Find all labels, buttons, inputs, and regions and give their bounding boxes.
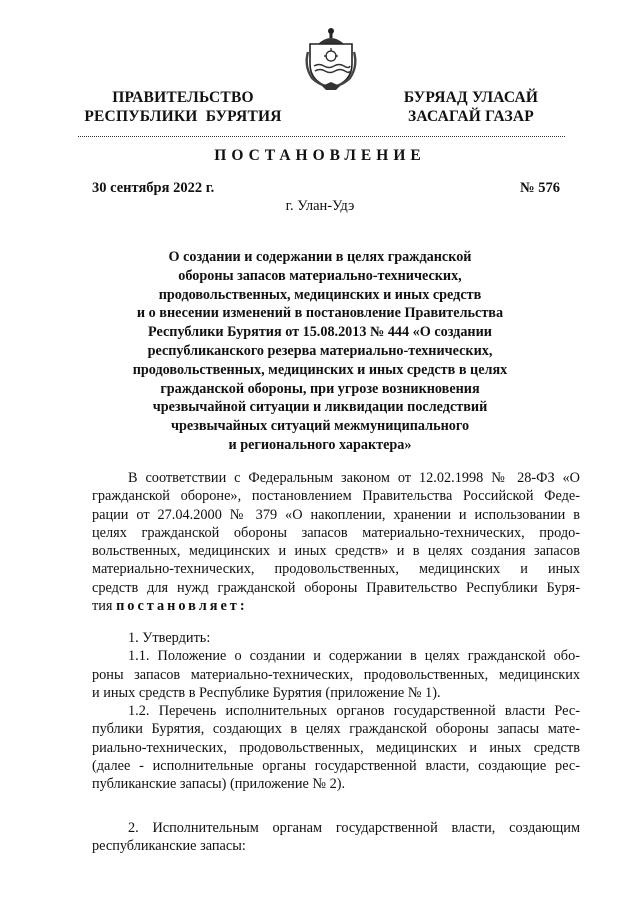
paragraph-line: и иных средств в Республике Бурятия (приложение № 1).: [92, 684, 441, 701]
header-divider: [78, 136, 565, 137]
header-left-line2: РЕСПУБЛИКИ БУРЯТИЯ: [84, 108, 282, 125]
document-number: № 576: [520, 180, 560, 196]
document-city: г. Улан-Удэ: [285, 198, 355, 214]
item-1: [92, 629, 580, 794]
paragraph-line: республиканские запасы:: [92, 838, 246, 855]
title-line: продовольственных, медицинских и иных средств в целях: [132, 361, 508, 378]
paragraph-line: риально-технических, продовольственных, медицинских и иных средств: [92, 739, 580, 756]
coat-of-arms-icon: [302, 26, 360, 90]
preamble-paragraph: [92, 469, 580, 615]
paragraph-line: В соответствии с Федеральным законом от 12.02.1998 № 28-ФЗ «О: [128, 470, 580, 486]
decree-word: постановляет:: [116, 598, 248, 615]
header-right-line2: ЗАСАГАЙ ГАЗАР: [408, 108, 534, 125]
document-date: 30 сентября 2022 г.: [92, 180, 215, 196]
paragraph-line: публики Бурятия, создающих в целях гражданской обороны запасы мате-: [92, 721, 580, 738]
title-line: чрезвычайной ситуации и ликвидации последствий: [152, 399, 488, 416]
header-right-line1: БУРЯАД УЛАСАЙ: [403, 89, 539, 106]
item-1-heading: 1. Утвердить:: [128, 630, 211, 646]
paragraph-line: целях гражданской обороны запасов материально-технических, продо-: [92, 524, 580, 541]
title-line: республиканского резерва материально-технических,: [147, 342, 493, 359]
paragraph-line: роны запасов материально-технических, продовольственных, медицинских: [92, 666, 580, 683]
paragraph-line: рации от 27.04.2000 № 379 «О накоплении, хранении и использовании в: [92, 506, 580, 523]
paragraph-line-last: [92, 597, 580, 615]
paragraph-line: 1.2. Перечень исполнительных органов государственной власти Рес-: [128, 703, 580, 720]
title-line: чрезвычайных ситуаций межмуниципального: [170, 418, 470, 435]
title-line: гражданской обороны, при угрозе возникновения: [160, 380, 480, 397]
header-left-line1: ПРАВИТЕЛЬСТВО: [112, 89, 254, 106]
paragraph-line: материально-технических, продовольственных, медицинских и иных: [92, 561, 580, 578]
paragraph-line: (далее - исполнительные органы государственной власти, создающие рес-: [92, 758, 580, 775]
document-title: [100, 248, 540, 455]
title-line: Республики Бурятия от 15.08.2013 № 444 «О создании: [148, 324, 492, 341]
title-line: О создании и содержании в целях гражданской: [168, 249, 472, 265]
item-2: [92, 819, 580, 856]
paragraph-line: средств для нужд гражданской обороны Правительство Республики Буря-: [92, 579, 580, 596]
paragraph-line: публиканские запасы) (приложение № 2).: [92, 776, 346, 793]
title-line: обороны запасов материально-технических,: [178, 267, 462, 284]
paragraph-line: вольственных, медицинских и иных средств» и в целях создания запасов: [92, 543, 580, 560]
document-type: ПОСТАНОВЛЕНИЕ: [214, 147, 426, 164]
paragraph-line: гражданской обороне», постановлением Правительства Российской Феде-: [92, 488, 580, 505]
government-name-russian: [78, 88, 288, 126]
paragraph-line: 1.1. Положение о создании и содержании в целях гражданской обо-: [128, 648, 580, 665]
paragraph-line: 2. Исполнительным органам государственной власти, создающим: [128, 820, 580, 836]
government-name-buryat: [386, 88, 556, 126]
title-line: и о внесении изменений в постановление Правительства: [136, 305, 504, 322]
title-line: продовольственных, медицинских и иных средств: [158, 286, 482, 303]
preamble-last-word: тия: [92, 598, 113, 615]
title-line: и регионального характера»: [228, 436, 412, 453]
